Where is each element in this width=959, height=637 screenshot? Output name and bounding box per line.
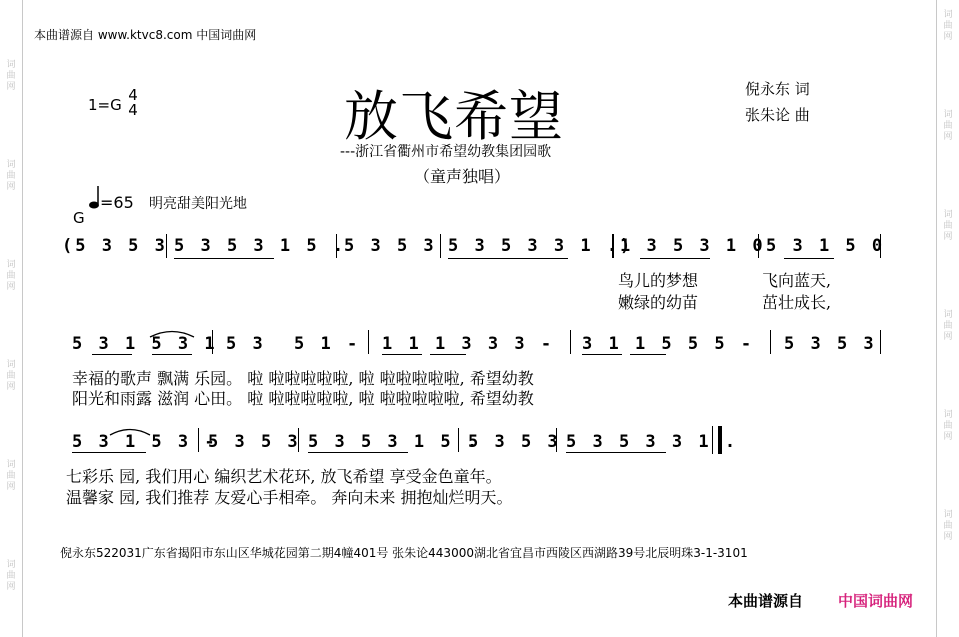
barline [570, 330, 571, 354]
measure: 3 1 1 5 5 5 - [582, 334, 755, 354]
measure: 5 3 1 5 3 - [72, 432, 218, 452]
measure: 5 3 5 3 3 1 .) [448, 236, 634, 256]
final-barline-thick [718, 426, 722, 454]
lyric-verse2: 阳光和雨露 滋润 心田。 啦 啦啦啦啦啦, 啦 啦啦啦啦啦, 希望幼教 [72, 389, 534, 408]
measure: 5 3 5 3 3 1 . [566, 432, 739, 452]
lyric-verse2: 嫩绿的幼苗 [618, 293, 699, 312]
measure: 5 3 5 3 [468, 432, 561, 452]
beam-underline [784, 258, 834, 259]
side-watermark: 词曲网 [943, 110, 953, 142]
beam-underline [308, 452, 408, 453]
tempo-key-letter: G [73, 209, 85, 227]
side-watermark: 词曲网 [943, 10, 953, 42]
barline [166, 234, 167, 258]
lyric-verse2: 茁壮成长, [762, 293, 832, 312]
barline [298, 428, 299, 452]
slur-mark [108, 426, 152, 436]
time-signature [127, 88, 139, 118]
side-watermark: 词曲网 [943, 210, 953, 242]
lyricist-credit: 倪永东 词 [745, 80, 810, 98]
side-watermark: 词曲网 [6, 460, 16, 492]
barline [368, 330, 369, 354]
measure: 5 1 - [294, 334, 361, 354]
barline [336, 234, 337, 258]
measure: 5 3 1 5 0 [766, 236, 886, 256]
author-addresses: 倪永东522031广东省揭阳市东山区华城花园第二期4幢401号 张朱论443000湖北省宜昌市西陵区西湖路39号北辰明珠3-1-3101 [60, 546, 748, 560]
measure: 5 3 5 3 [208, 432, 301, 452]
performance-type: （童声独唱） [414, 167, 511, 186]
right-border-line [936, 0, 937, 637]
beam-underline [582, 354, 622, 355]
beam-underline [92, 354, 132, 355]
measure: 5 3 5 3 [344, 236, 437, 256]
side-watermark: 词曲网 [6, 60, 16, 92]
final-barline-thin [712, 426, 713, 454]
side-watermark: 词曲网 [6, 160, 16, 192]
side-watermark: 词曲网 [943, 510, 953, 542]
beam-underline [152, 354, 192, 355]
song-title: 放飞希望 [344, 85, 564, 148]
time-signature-top: 4 [128, 86, 138, 104]
key-signature: 1=G [88, 96, 122, 114]
beam-underline [630, 354, 666, 355]
side-watermark: 词曲网 [943, 410, 953, 442]
barline [880, 234, 881, 258]
tempo-value: =65 [100, 193, 134, 212]
beam-underline [174, 258, 274, 259]
composer-credit: 张朱论 曲 [745, 106, 810, 124]
measure: 5 3 5 3 1 5 . [308, 432, 481, 452]
beam-underline [640, 258, 710, 259]
lyric-verse1: 飞向蓝天, [762, 271, 832, 290]
barline [198, 428, 199, 452]
beam-underline [430, 354, 466, 355]
barline [458, 428, 459, 452]
side-watermark: 词曲网 [943, 310, 953, 342]
measure: 1 1 1 3 3 3 - [382, 334, 555, 354]
barline [758, 234, 759, 258]
beam-underline [566, 452, 666, 453]
beam-underline [382, 354, 422, 355]
measure: (5 3 5 3 [62, 236, 168, 256]
barline [612, 234, 614, 258]
lyric-verse1: 幸福的歌声 飘满 乐园。 啦 啦啦啦啦啦, 啦 啦啦啦啦啦, 希望幼教 [72, 369, 534, 388]
time-signature-bottom: 4 [128, 101, 138, 119]
barline [440, 234, 441, 258]
side-watermark: 词曲网 [6, 560, 16, 592]
measure: 1 3 5 3 1 0 [620, 236, 766, 256]
side-watermark: 词曲网 [6, 360, 16, 392]
barline [556, 428, 557, 452]
barline [770, 330, 771, 354]
side-watermark: 词曲网 [6, 260, 16, 292]
left-border-line [22, 0, 23, 637]
measure: 5 3 [226, 334, 266, 354]
measure: 5 3 5 3 1 5 . [174, 236, 347, 256]
beam-underline [448, 258, 568, 259]
lyric-verse1: 七彩乐 园, 我们用心 编织艺术花环, 放飞希望 享受金色童年。 [66, 467, 502, 486]
tempo-mood: 明亮甜美阳光地 [149, 196, 247, 212]
source-site-link[interactable]: 中国词曲网 [838, 592, 914, 610]
measure: 5 3 5 3 [784, 334, 877, 354]
lyric-verse1: 鸟儿的梦想 [618, 271, 699, 290]
barline [880, 330, 881, 354]
lyric-verse2: 温馨家 园, 我们推荐 友爱心手相牵。 奔向未来 拥抱灿烂明天。 [66, 488, 513, 507]
measure: 5 3 1 5 3 1 [72, 334, 218, 354]
barline [212, 330, 213, 354]
source-label: 本曲谱源自 [728, 592, 804, 610]
song-subtitle: ---浙江省衢州市希望幼教集团园歌 [340, 144, 552, 160]
slur-mark [148, 328, 196, 338]
beam-underline [72, 452, 146, 453]
source-line: 本曲谱源自 www.ktvc8.com 中国词曲网 [34, 28, 257, 42]
